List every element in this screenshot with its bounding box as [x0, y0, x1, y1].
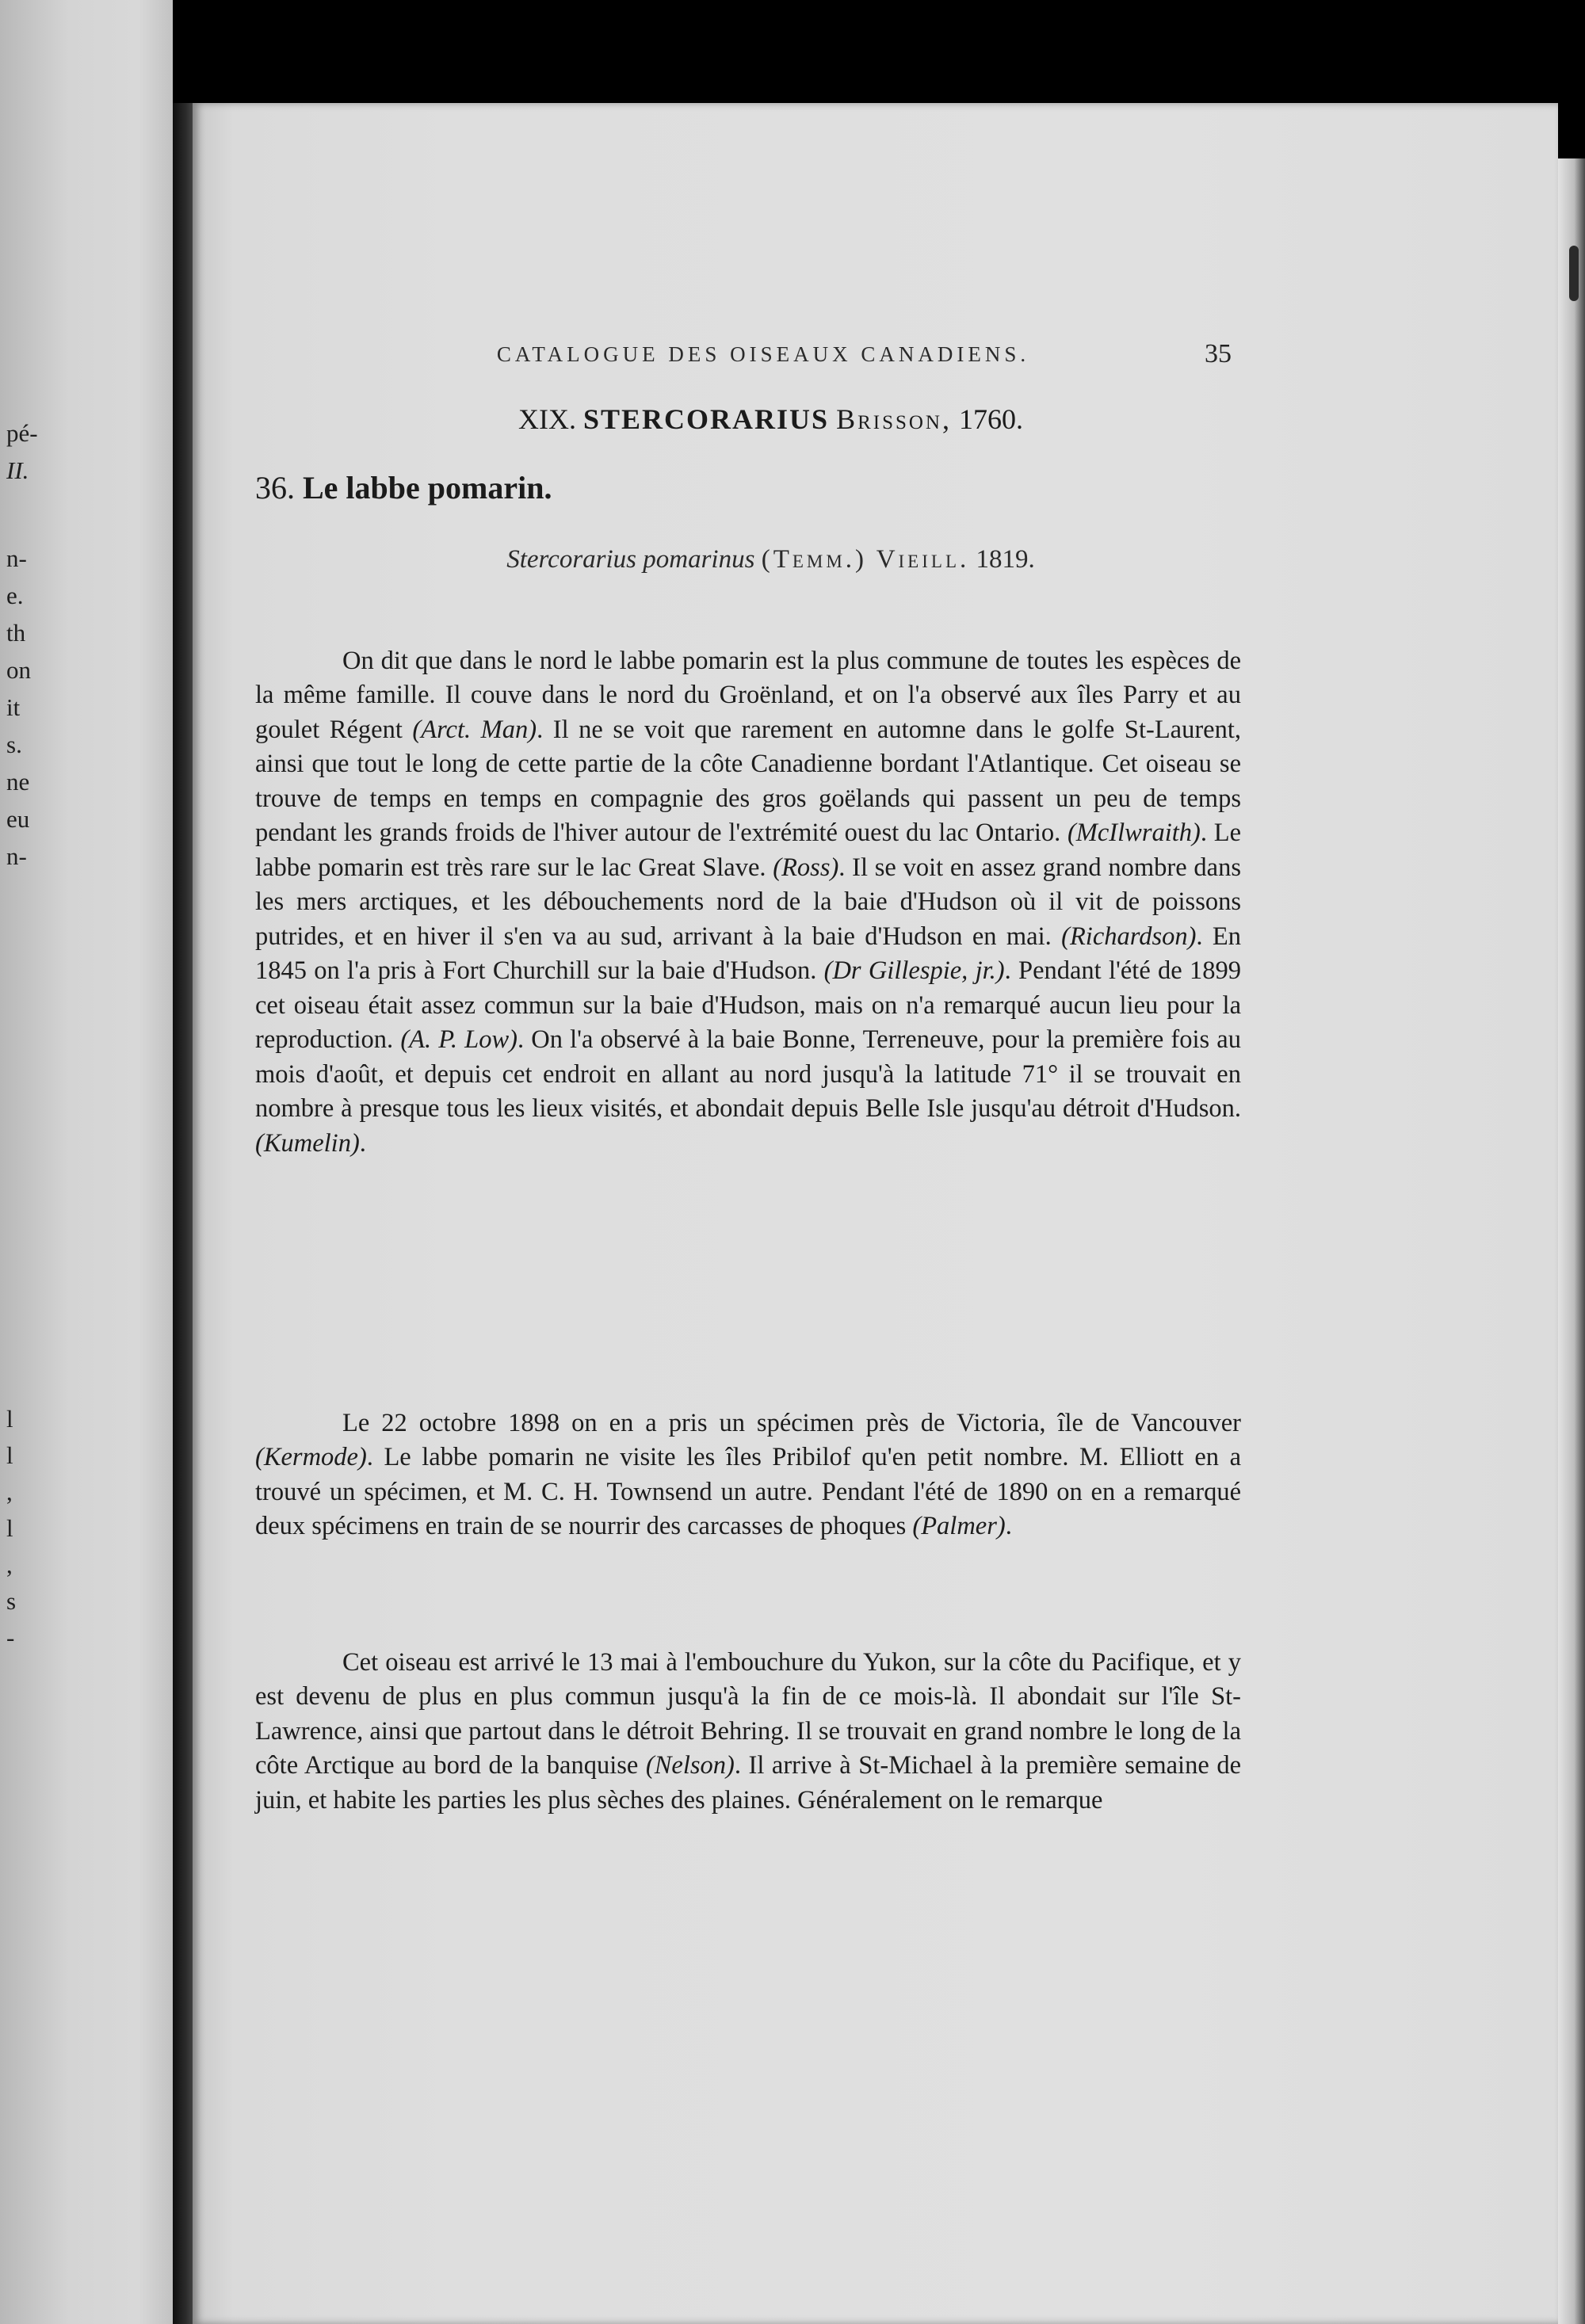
species-year: 1819. — [976, 545, 1035, 574]
left-page-fragment: it — [6, 693, 21, 721]
scan-background-top — [173, 0, 1585, 103]
page-number: 35 — [1205, 339, 1232, 368]
citation: (Ross) — [773, 853, 839, 882]
genus-year: 1760. — [959, 403, 1023, 435]
left-page-edge — [0, 0, 173, 2324]
citation: (Palmer) — [912, 1512, 1006, 1540]
species-synonymy — [333, 545, 1209, 574]
left-page-fragment: th — [6, 619, 26, 647]
genus-author: Brisson, — [836, 403, 952, 435]
left-page-fragment: , — [6, 1478, 13, 1505]
species-authority: (Temm.) Vieill. — [761, 545, 970, 574]
citation: (Arct. Man) — [412, 715, 537, 744]
text-run: On dit que dans le nord le labbe pomarin est la plus commune de toutes les espèces de la même famille. Il couve dans le nord du Groënland, et on l'a observé aux îles Parry et au goulet Régent — [255, 646, 1241, 744]
text-run: Le 22 octobre 1898 on en a pris un spécimen près de Victoria, île de Vancouver — [342, 1408, 1241, 1437]
left-page-fragment: on — [6, 656, 31, 684]
species-number: 36. — [255, 470, 295, 506]
left-page-fragment: s. — [6, 731, 22, 758]
citation: (McIlwraith) — [1067, 819, 1201, 847]
text-run: . On l'a observé à la baie Bonne, Terreneuve, pour la première fois au mois d'août, et depuis cet endroit en allant au nord jusqu'à la latitude 71° il se trouvait en nombre à presque tous les lieux visités, et abondait depuis Belle Isle jusqu'au détroit d'Hudson. — [255, 1025, 1241, 1123]
citation: (A. P. Low) — [400, 1025, 518, 1054]
citation: (Kumelin) — [255, 1128, 360, 1158]
body-paragraph-3 — [255, 1646, 1241, 1818]
citation: (Kermode) — [255, 1443, 367, 1471]
body-paragraph-2 — [255, 1406, 1241, 1544]
citation: (Richardson) — [1061, 922, 1197, 951]
left-page-fragment: ne — [6, 768, 30, 796]
text-run: . Il arrive à St-Michael à la première semaine de juin, et habite les parties les plus sèches des plaines. Généralement on le remarque — [255, 1751, 1241, 1815]
scientific-name: Stercorarius pomarinus — [506, 545, 755, 574]
book-page — [193, 103, 1558, 2324]
text-run: . Le labbe pomarin est très rare sur le lac Great Slave. — [255, 819, 1241, 882]
left-page-fragment: l — [6, 1514, 13, 1542]
left-page-fragment: e. — [6, 582, 24, 609]
species-heading — [255, 469, 552, 506]
species-common-name: Le labbe pomarin. — [303, 470, 552, 506]
genus-heading — [333, 403, 1209, 436]
text-run: Cet oiseau est arrivé le 13 mai à l'embouchure du Yukon, sur la côte du Pacifique, et y est devenu de plus en plus commun jusqu'à la fin de ce mois-là. Il abondait sur l'île St-Lawrence, ainsi que partout dans le détroit Behring. Il se trouvait en grand nombre le long de la côte Arctique au bord de la banquise — [255, 1647, 1241, 1780]
genus-number: XIX. — [518, 403, 576, 435]
left-page-fragment: pé- — [6, 419, 38, 447]
citation: (Dr Gillespie, jr.) — [823, 956, 1005, 985]
left-page-fragment: , — [6, 1551, 13, 1578]
left-page-fragment: n- — [6, 842, 27, 870]
left-page-fragment: s — [6, 1587, 17, 1615]
running-head: CATALOGUE DES OISEAUX CANADIENS. — [496, 342, 1030, 366]
right-edge-shadow — [1569, 246, 1579, 301]
left-page-fragment: l — [6, 1441, 13, 1469]
left-page-fragment: l — [6, 1405, 13, 1433]
left-page-fragment: n- — [6, 544, 27, 572]
text-run: . Il ne se voit que rarement en automne dans le golfe St-Laurent, ainsi que tout le long de cette partie de la côte Canadienne bordant l'Atlantique. Cet oiseau se trouve de temps en temps en compagnie des gros goëlands qui passent un peu de temps pendant les grands froids de l'hiver autour de l'extrémité ouest du lac Ontario. — [255, 715, 1242, 847]
text-run: . Le labbe pomarin ne visite les îles Pribilof qu'en petit nombre. M. Elliott en a trouvé un spécimen, et M. C. H. Townsend un autre. Pendant l'été de 1890 on en a remarqué deux spécimens en train de se nourrir des carcasses de phoques — [255, 1443, 1241, 1540]
text-run: . Il se voit en assez grand nombre dans les mers arctiques, et les débouchements nord de la baie d'Hudson où il vit de poissons putrides, et en hiver il s'en va au sud, arrivant à la baie d'Hudson en mai. — [255, 853, 1241, 951]
right-page-edge — [1558, 158, 1585, 2324]
text-run: . — [1005, 1512, 1012, 1540]
left-page-fragment: II. — [6, 456, 29, 484]
text-run: . — [359, 1128, 366, 1158]
genus-name: STERCORARIUS — [582, 403, 830, 435]
citation: (Nelson) — [645, 1751, 735, 1780]
left-page-fragment: eu — [6, 805, 30, 833]
text-run: . En 1845 on l'a pris à Fort Churchill sur la baie d'Hudson. — [255, 922, 1242, 985]
body-paragraph-1 — [255, 644, 1241, 1162]
text-run: . Pendant l'été de 1899 cet oiseau était assez commun sur la baie d'Hudson, mais on n'a remarqué aucun lieu pour la reproduction. — [255, 956, 1241, 1054]
left-page-fragment: - — [6, 1624, 15, 1651]
